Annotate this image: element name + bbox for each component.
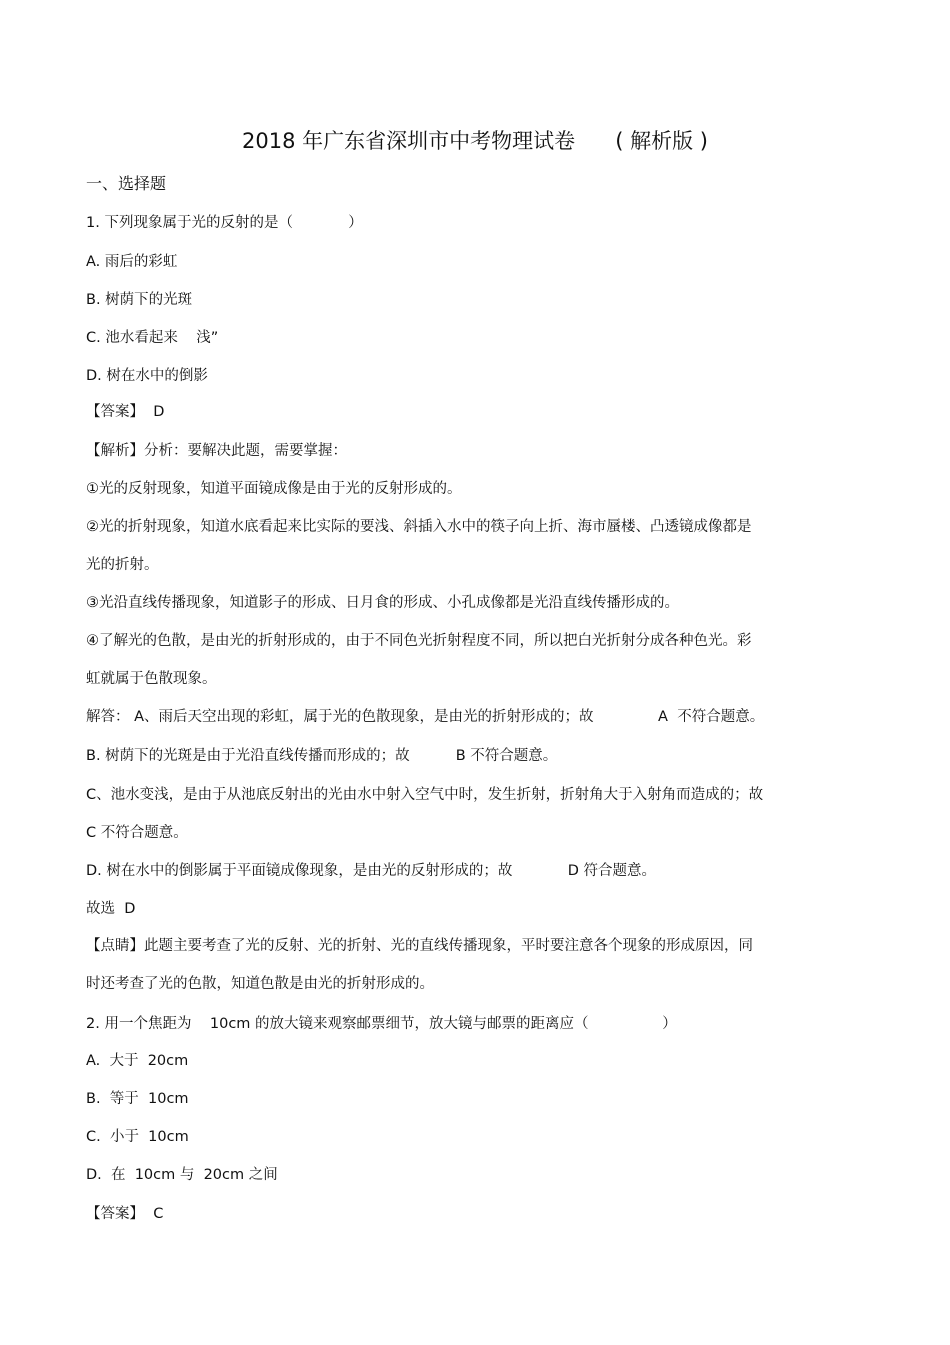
question-2-option-b: B. 等于 10cm [86,1091,189,1107]
analysis-line: 解答： A、雨后天空出现的彩虹，属于光的色散现象，是由光的折射形成的；故 A 不符合题意。 [86,709,765,725]
analysis-line: D. 树在水中的倒影属于平面镜成像现象，是由光的反射形成的；故 D 符合题意。 [86,863,656,879]
analysis-line: C、池水变浅，是由于从池底反射出的光由水中射入空气中时，发生折射，折射角大于入射角而造成的；故 [86,787,764,803]
question-1-answer: 【答案】 D [86,404,165,420]
analysis-line: 时还考查了光的色散，知道色散是由光的折射形成的。 [86,976,434,992]
question-2-option-c: C. 小于 10cm [86,1129,189,1145]
analysis-line: ④了解光的色散，是由光的折射形成的，由于不同色光折射程度不同，所以把白光折射分成各种色光。彩 [86,633,752,649]
analysis-line: 【点睛】此题主要考查了光的反射、光的折射、光的直线传播现象，平时要注意各个现象的形成原因，同 [86,938,753,954]
question-1-option-a: A. 雨后的彩虹 [86,254,178,270]
question-1-option-c: C. 池水看起来 浅” [86,330,219,346]
analysis-line: ③光沿直线传播现象，知道影子的形成、日月食的形成、小孔成像都是光沿直线传播形成的。 [86,595,679,611]
question-1-option-b: B. 树荫下的光斑 [86,292,193,308]
analysis-line: 虹就属于色散现象。 [86,671,217,687]
analysis-line: B. 树荫下的光斑是由于光沿直线传播而形成的；故 B 不符合题意。 [86,748,558,764]
question-2-stem: 2. 用一个焦距为 10cm 的放大镜来观察邮票细节，放大镜与邮票的距离应（ ） [86,1016,677,1032]
analysis-line: 光的折射。 [86,557,159,573]
question-2-option-d: D. 在 10cm 与 20cm 之间 [86,1167,278,1183]
question-2-option-a: A. 大于 20cm [86,1053,189,1069]
question-1-option-d: D. 树在水中的倒影 [86,368,208,384]
analysis-line: ①光的反射现象，知道平面镜成像是由于光的反射形成的。 [86,481,462,497]
analysis-line: ②光的折射现象，知道水底看起来比实际的要浅、斜插入水中的筷子向上折、海市蜃楼、凸透镜成像都是 [86,519,752,535]
analysis-line: 【解析】分析：要解决此题，需要掌握： [86,443,347,459]
question-1-stem: 1. 下列现象属于光的反射的是（ ） [86,215,363,231]
analysis-line: C 不符合题意。 [86,825,188,841]
question-2-answer: 【答案】 C [86,1206,164,1222]
document-title: 2018 年广东省深圳市中考物理试卷 ( 解析版 ) [242,129,708,153]
section-heading: 一、选择题 [86,174,167,193]
analysis-line: 故选 D [86,901,136,917]
